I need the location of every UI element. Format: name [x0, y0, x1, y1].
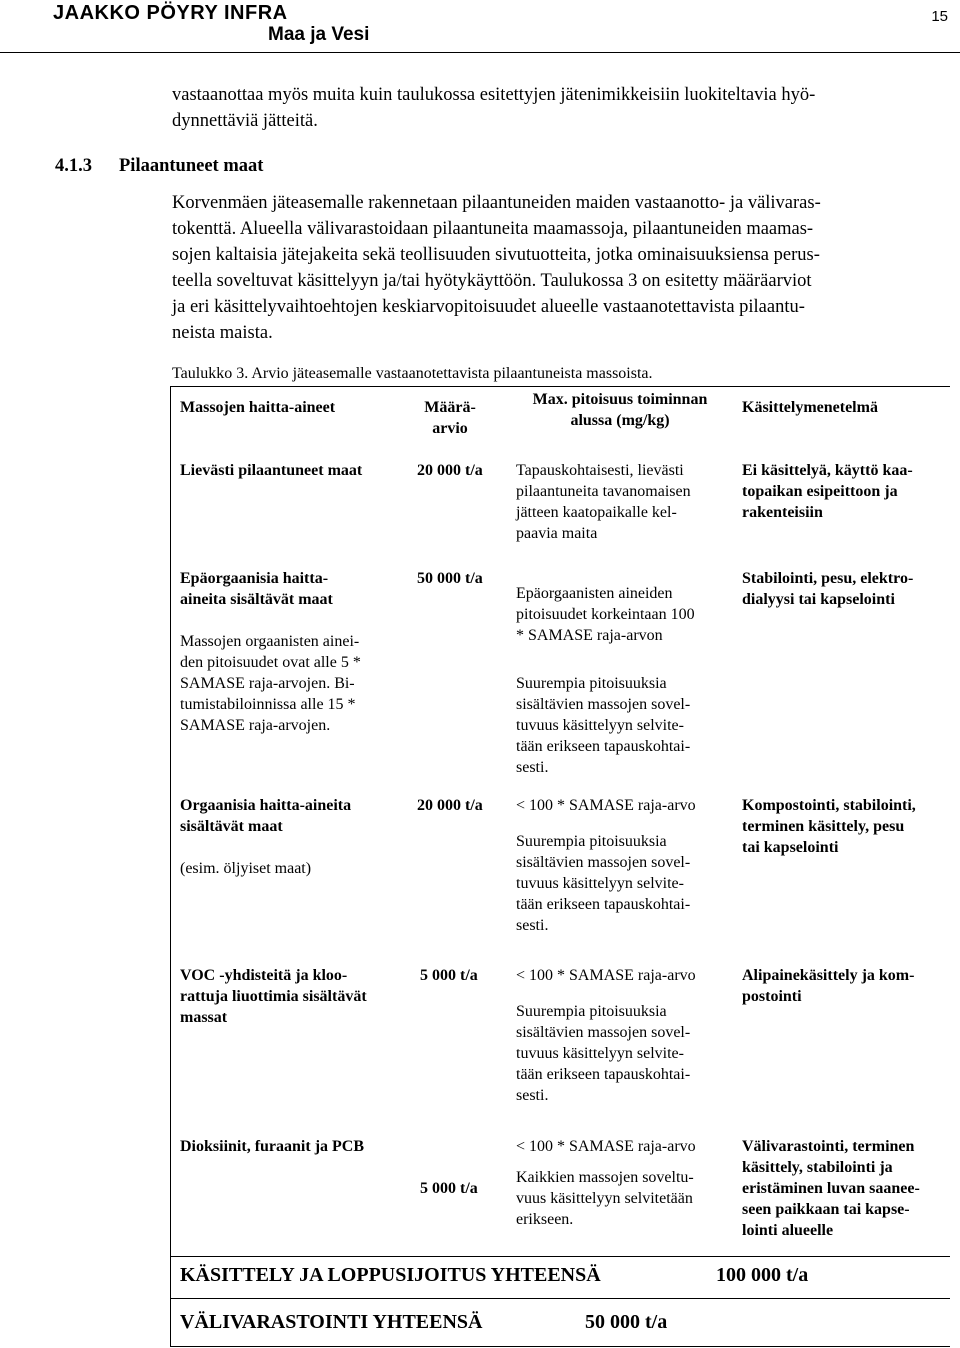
cell-line: sisältävien massojen sovel-	[516, 696, 691, 713]
table-row-2-amount: 50 000 t/a	[417, 570, 483, 587]
header-substances: Massojen haitta-aineet	[180, 399, 336, 416]
cell-line: SAMASE raja-arvojen. Bi-	[180, 675, 355, 692]
intro-line: dynnettäviä jätteitä.	[172, 111, 318, 131]
table-row-1-method	[742, 460, 952, 523]
cell-line: sisältävien massojen sovel-	[516, 1024, 691, 1041]
cell-line: tuvuus käsittelyyn selvite-	[516, 875, 684, 892]
body-line: ja eri käsittelyvaihtoehtojen keskiarvopitoisuudet alueelle vastaanotettavista pilaantu-	[172, 297, 805, 317]
totals-middle-rule	[170, 1298, 950, 1299]
table-row-4-method	[742, 965, 952, 1007]
section-title: Pilaantuneet maat	[119, 156, 264, 176]
table-row-4-amount: 5 000 t/a	[420, 967, 478, 984]
table-row-1-amount: 20 000 t/a	[417, 462, 483, 479]
table-row-3-substance	[180, 795, 408, 879]
cell-line: Epäorgaanisten aineiden	[516, 585, 673, 602]
cell-line: Kaikkien massojen soveltu-	[516, 1169, 694, 1186]
cell-line: Epäorgaanisia haitta-	[180, 570, 329, 587]
header-concentration	[508, 389, 732, 431]
treatment-total-value: 100 000 t/a	[716, 1264, 809, 1286]
cell-line: tuvuus käsittelyyn selvite-	[516, 1045, 684, 1062]
cell-line: < 100 * SAMASE raja-arvo	[516, 1138, 696, 1155]
header-method: Käsittelymenetelmä	[742, 399, 878, 416]
cell-line: topaikan esipeittoon ja	[742, 483, 898, 500]
cell-line: Kompostointi, stabilointi,	[742, 797, 916, 814]
cell-line: postointi	[742, 988, 802, 1005]
table-row-5-concentration	[516, 1136, 736, 1230]
header-amount-line: Määrä-	[424, 399, 476, 416]
intro-line: vastaanottaa myös muita kuin taulukossa esitettyjen jätenimikkeisiin luokiteltavia hyö-	[172, 85, 816, 105]
cell-line: Välivarastointi, terminen	[742, 1138, 915, 1155]
table-row-2-concentration	[516, 583, 736, 778]
cell-line: jätteen kaatopaikalle kel-	[516, 504, 677, 521]
table-row-5-amount: 5 000 t/a	[420, 1180, 478, 1197]
cell-line: SAMASE raja-arvojen.	[180, 717, 331, 734]
cell-line: rakenteisiin	[742, 504, 823, 521]
cell-line: lointi alueelle	[742, 1222, 834, 1239]
cell-line: < 100 * SAMASE raja-arvo	[516, 797, 696, 814]
table-row-2-substance	[180, 568, 408, 736]
cell-line: dialyysi tai kapselointi	[742, 591, 895, 608]
cell-line: massat	[180, 1009, 228, 1026]
cell-line: Ei käsittelyä, käyttö kaa-	[742, 462, 913, 479]
body-line: Korvenmäen jäteasemalle rakennetaan pilaantuneiden maiden vastaanotto- ja välivaras-	[172, 193, 821, 213]
storage-total-label: VÄLIVARASTOINTI YHTEENSÄ	[180, 1311, 483, 1333]
cell-line: käsittely, stabilointi ja	[742, 1159, 893, 1176]
cell-line: Stabilointi, pesu, elektro-	[742, 570, 914, 587]
table-row-1-substance: Lievästi pilaantuneet maat	[180, 462, 363, 479]
cell-line: tään erikseen tapauskohtai-	[516, 738, 691, 755]
cell-line: VOC -yhdisteitä ja kloo-	[180, 967, 348, 984]
cell-line: aineita sisältävät maat	[180, 591, 333, 608]
body-line: neista maista.	[172, 323, 273, 343]
intro-paragraph	[172, 82, 940, 134]
totals-bottom-rule	[170, 1346, 950, 1347]
cell-line: pitoisuudet korkeintaan 100	[516, 606, 695, 623]
cell-line: pilaantuneita tavanomaisen	[516, 483, 691, 500]
treatment-total-label: KÄSITTELY JA LOPPUSIJOITUS YHTEENSÄ	[180, 1264, 601, 1286]
cell-line: erikseen.	[516, 1211, 574, 1228]
header-divider	[0, 52, 960, 53]
totals-top-rule	[170, 1256, 950, 1257]
section-body	[172, 190, 940, 346]
cell-line: sesti.	[516, 1087, 549, 1104]
section-number: 4.1.3	[55, 156, 92, 176]
table-top-rule	[170, 386, 950, 387]
cell-line: tuvuus käsittelyyn selvite-	[516, 717, 684, 734]
cell-line: tai kapselointi	[742, 839, 839, 856]
cell-line: vuus käsittelyyn selvitetään	[516, 1190, 693, 1207]
cell-line: Orgaanisia haitta-aineita	[180, 797, 352, 814]
storage-total-value: 50 000 t/a	[585, 1311, 668, 1333]
table-row-4-concentration	[516, 965, 736, 1106]
table-row-1-concentration	[516, 460, 736, 544]
cell-line: paavia maita	[516, 525, 598, 542]
table-caption: Taulukko 3. Arvio jäteasemalle vastaanotettavista pilaantuneista massoista.	[172, 365, 653, 382]
header-amount-line: arvio	[432, 420, 468, 437]
cell-line: den pitoisuudet ovat alle 5 *	[180, 654, 361, 671]
table-row-3-concentration	[516, 795, 736, 936]
page-number: 15	[931, 8, 948, 25]
table-row-3-method	[742, 795, 952, 858]
cell-line: seen paikkaan tai kapse-	[742, 1201, 910, 1218]
cell-line: tumistabiloinnissa alle 15 *	[180, 696, 356, 713]
cell-line: < 100 * SAMASE raja-arvo	[516, 967, 696, 984]
cell-line: sisältävät maat	[180, 818, 283, 835]
table-row-3-amount: 20 000 t/a	[417, 797, 483, 814]
table-row-4-substance	[180, 965, 408, 1028]
body-line: teella soveltuvat käsittelyyn ja/tai hyötykäyttöön. Taulukossa 3 on esitetty määräarviot	[172, 271, 812, 291]
header-conc-line: Max. pitoisuus toiminnan	[532, 391, 708, 408]
cell-line: Suurempia pitoisuuksia	[516, 833, 667, 850]
body-line: tokenttä. Alueella välivarastoidaan pilaantuneita maamassoja, pilaantuneiden maamas-	[172, 219, 814, 239]
table-row-5-method	[742, 1136, 952, 1241]
table-row-2-method	[742, 568, 952, 610]
cell-line: sesti.	[516, 917, 549, 934]
cell-line: sisältävien massojen sovel-	[516, 854, 691, 871]
header-amount	[410, 397, 490, 439]
cell-line: Suurempia pitoisuuksia	[516, 675, 667, 692]
cell-line: tään erikseen tapauskohtai-	[516, 896, 691, 913]
cell-line: eristäminen luvan saanee-	[742, 1180, 920, 1197]
cell-line: Suurempia pitoisuuksia	[516, 1003, 667, 1020]
cell-line: Tapauskohtaisesti, lievästi	[516, 462, 684, 479]
cell-line: rattuja liuottimia sisältävät	[180, 988, 367, 1005]
table-row-5-substance: Dioksiinit, furaanit ja PCB	[180, 1138, 365, 1155]
cell-line: * SAMASE raja-arvon	[516, 627, 663, 644]
cell-line: Alipainekäsittely ja kom-	[742, 967, 915, 984]
company-logo-text: JAAKKO PÖYRY INFRA	[53, 2, 288, 24]
table-left-rule	[170, 386, 171, 1346]
cell-line: tään erikseen tapauskohtai-	[516, 1066, 691, 1083]
cell-line: sesti.	[516, 759, 549, 776]
cell-line: terminen käsittely, pesu	[742, 818, 905, 835]
cell-line: (esim. öljyiset maat)	[180, 860, 312, 877]
division-logo-text: Maa ja Vesi	[268, 24, 370, 45]
cell-line: Massojen orgaanisten ainei-	[180, 633, 360, 650]
header-conc-line: alussa (mg/kg)	[570, 412, 670, 429]
body-line: sojen kaltaisia jätejakeita sekä teollisuuden sivutuotteita, jotka ominaisuuksiensa perus-	[172, 245, 820, 265]
